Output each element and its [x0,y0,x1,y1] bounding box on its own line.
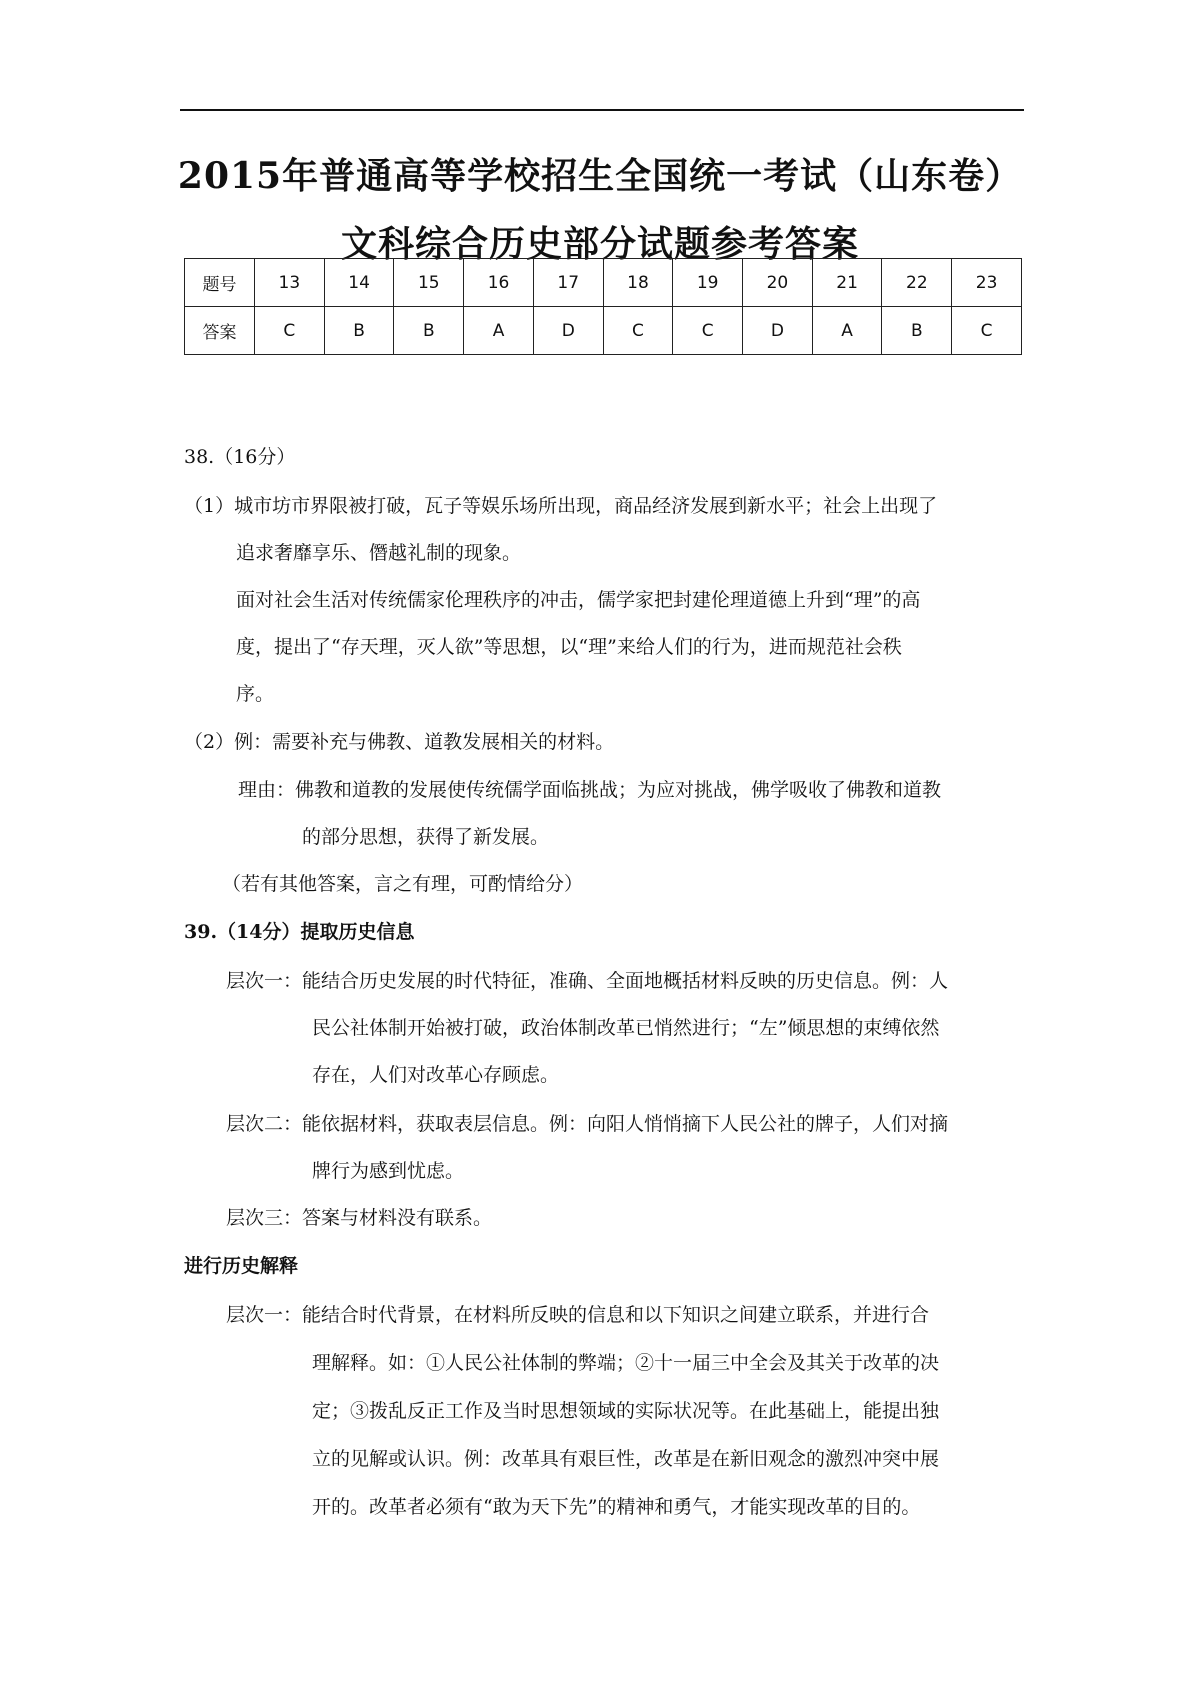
question-number: 15 [394,259,464,307]
q39-level-line: 定；③拨乱反正工作及当时思想领域的实际状况等。在此基础上，能提出独 [312,1400,940,1422]
question-number: 23 [952,259,1022,307]
answer-row [185,307,1022,355]
q39-level-line: 层次一：能结合历史发展的时代特征，准确、全面地概括材料反映的历史信息。例：人 [226,970,949,992]
question-number: 13 [255,259,325,307]
q38-part2-line: （2）例：需要补充与佛教、道教发展相关的材料。 [184,731,615,753]
question-number: 20 [743,259,813,307]
answer-cell: A [464,307,534,355]
answer-cell: B [394,307,464,355]
question-number: 18 [603,259,673,307]
answer-cell: C [255,307,325,355]
q38-part2-line: 的部分思想，获得了新发展。 [302,826,550,848]
q38-part1-line: （1）城市坊市界限被打破，瓦子等娱乐场所出现，商品经济发展到新水平；社会上出现了 [184,495,938,517]
question-number-row [185,259,1022,307]
q39-level-line: 层次二：能依据材料，获取表层信息。例：向阳人悄悄摘下人民公社的牌子，人们对摘 [226,1113,949,1135]
page-subtitle: 文科综合历史部分试题参考答案 [340,223,859,265]
q38-part2-line: 理由：佛教和道教的发展使传统儒学面临挑战；为应对挑战，佛学吸收了佛教和道教 [238,779,942,801]
q39-level-line: 开的。改革者必须有“敢为天下先”的精神和勇气，才能实现改革的目的。 [312,1496,921,1518]
top-rule [180,109,1024,111]
q39-section-heading: 进行历史解释 [184,1255,299,1277]
question-number: 19 [673,259,743,307]
q38-part1-line: 面对社会生活对传统儒家伦理秩序的冲击，儒学家把封建伦理道德上升到“理”的高 [236,589,921,611]
q38-note: （若有其他答案，言之有理，可酌情给分） [222,873,584,895]
answer-cell: C [603,307,673,355]
q39-level-line: 层次三：答案与材料没有联系。 [226,1207,493,1229]
q39-header: 39.（14分）提取历史信息 [184,921,415,943]
q38-part1-line: 度，提出了“存天理，灭人欲”等思想，以“理”来给人们的行为，进而规范社会秩 [236,636,902,658]
answer-cell: B [882,307,952,355]
answer-cell: D [743,307,813,355]
question-number: 17 [533,259,603,307]
page-title: 2015年普通高等学校招生全国统一考试（山东卷） [177,155,1023,197]
question-number: 21 [812,259,882,307]
answer-cell: B [324,307,394,355]
q39-level-line: 理解释。如：①人民公社体制的弊端；②十一届三中全会及其关于改革的决 [312,1352,940,1374]
answer-cell: C [952,307,1022,355]
question-number: 14 [324,259,394,307]
q38-part1-line: 序。 [236,683,275,705]
row-label-number: 题号 [185,259,255,307]
answer-cell: C [673,307,743,355]
answer-table [184,258,1022,355]
question-number: 22 [882,259,952,307]
question-number: 16 [464,259,534,307]
answer-cell: A [812,307,882,355]
q39-level-line: 层次一：能结合时代背景，在材料所反映的信息和以下知识之间建立联系，并进行合 [226,1304,930,1326]
q38-part1-line: 追求奢靡享乐、僭越礼制的现象。 [236,542,522,564]
q39-level-line: 存在，人们对改革心存顾虑。 [312,1064,560,1086]
q39-level-line: 牌行为感到忧虑。 [312,1160,465,1182]
row-label-answer: 答案 [185,307,255,355]
q39-level-line: 立的见解或认识。例：改革具有艰巨性，改革是在新旧观念的激烈冲突中展 [312,1448,940,1470]
q38-header: 38.（16分） [184,446,296,468]
q39-level-line: 民公社体制开始被打破，政治体制改革已悄然进行；“左”倾思想的束缚依然 [312,1017,940,1039]
answer-cell: D [533,307,603,355]
